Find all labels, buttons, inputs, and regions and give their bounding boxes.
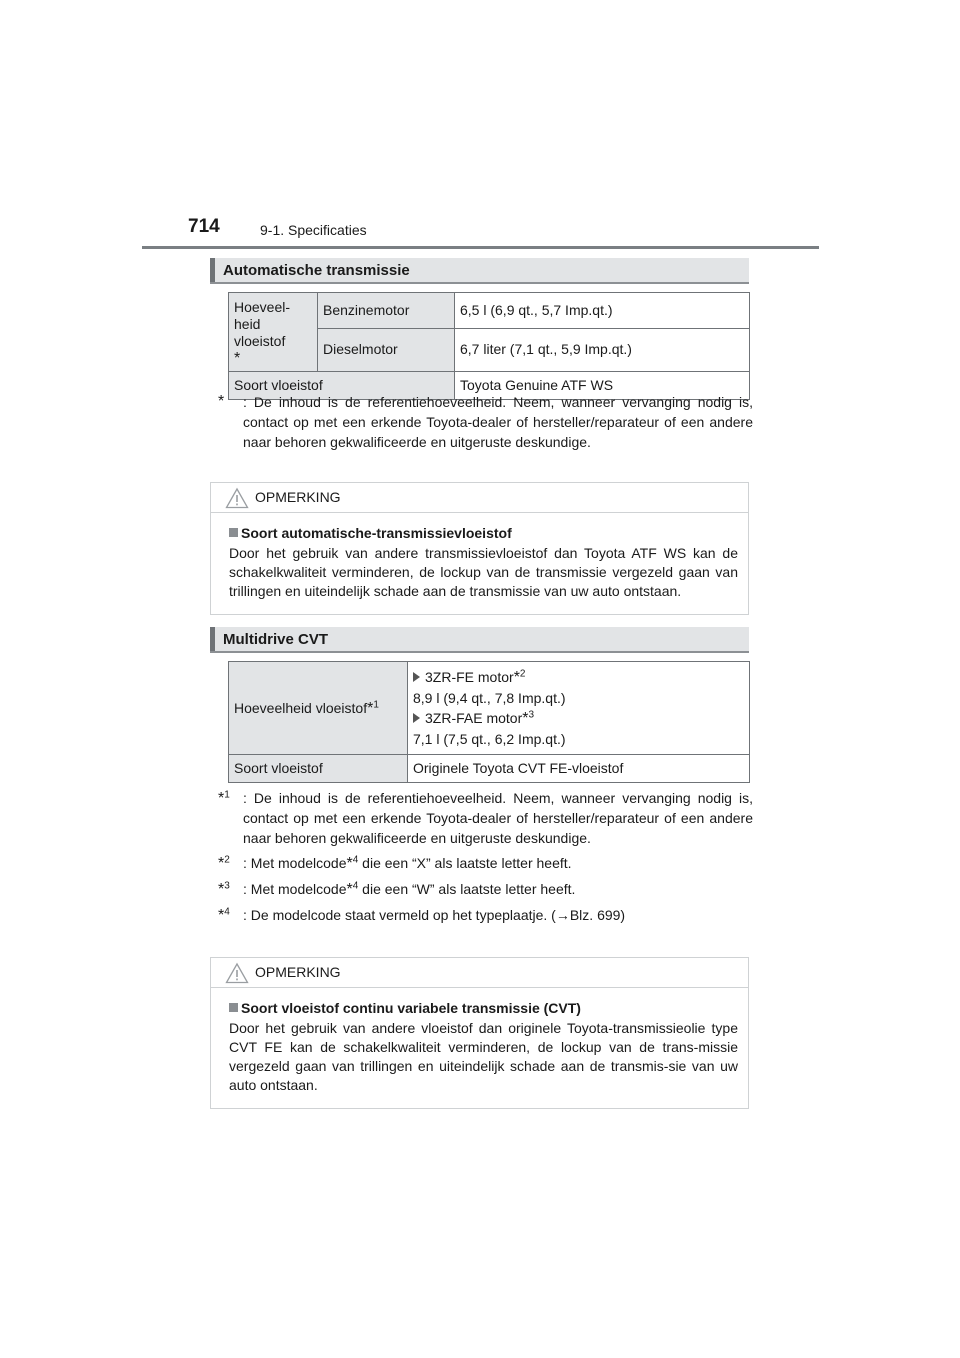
footnote-number: 1 <box>373 698 379 710</box>
notice-header <box>211 958 748 988</box>
footnote-number: 3 <box>224 880 230 892</box>
footnote-number: 4 <box>352 854 359 866</box>
notice-body <box>211 513 748 615</box>
table-row <box>229 293 750 329</box>
notice-label: OPMERKING <box>255 489 341 505</box>
notice-subtitle-text: Soort vloeistof continu variabele transmissie (CVT) <box>241 1000 581 1016</box>
engine-name: 3ZR-FE motor <box>425 669 514 685</box>
footnote-mark: * <box>218 881 225 898</box>
footnote <box>218 905 753 925</box>
footnote-marker <box>218 879 230 900</box>
amount-label-cell <box>229 662 408 755</box>
value-cell: 6,5 l (6,9 qt., 5,7 Imp.qt.) <box>455 293 750 329</box>
amount-label: Hoeveelheid vloeistof <box>234 699 368 716</box>
chapter-title: 9-1. Specificaties <box>260 222 367 238</box>
table-row <box>229 662 750 755</box>
notice-subtitle <box>229 1000 738 1016</box>
footnote <box>218 879 753 900</box>
notice-subtitle <box>229 525 738 541</box>
footnote-mark: * <box>346 881 353 898</box>
footnote-number: 2 <box>224 854 230 866</box>
footnote-number: 4 <box>352 880 359 892</box>
type-label-cell: Soort vloeistof <box>229 755 408 783</box>
engine-values-cell <box>408 662 750 755</box>
engine-value: 8,9 l (9,4 qt., 7,8 Imp.qt.) <box>413 690 566 706</box>
footnote-text <box>243 879 753 900</box>
amount-label-cell <box>229 293 318 372</box>
notice-label: OPMERKING <box>255 964 341 980</box>
footnote-mark: * <box>522 710 529 727</box>
automatic-transmission-table <box>228 292 750 400</box>
triangle-pointer-icon <box>413 672 420 682</box>
footnote-mark: * <box>218 393 225 410</box>
notice-subtitle-text: Soort automatische-transmissievloeistof <box>241 525 512 541</box>
engine-item <box>413 667 744 688</box>
footnote-text-start: : Met modelcode <box>243 855 347 871</box>
notice-text: Door het gebruik van andere transmissievloeistof dan Toyota ATF WS kan de schakelkwaliteit verminderen, de lockup van de transmissie vergezeld gaan van trillingen en uiteindelijk schade aan de transmissie van uw auto ontstaan. <box>229 545 738 599</box>
notice-box-cvt <box>210 957 749 1109</box>
engine-name: 3ZR-FAE motor <box>425 710 523 726</box>
footnote-mark: * <box>218 907 225 924</box>
footnote-text-start: : Met modelcode <box>243 881 347 897</box>
footnote-number: 1 <box>224 789 230 801</box>
triangle-pointer-icon <box>413 713 420 723</box>
section2-footnotes <box>218 788 753 930</box>
footnote-marker <box>218 788 230 809</box>
footnote-number: 3 <box>528 709 535 721</box>
footnote-text-end: die een “W” als laatste letter heeft. <box>358 881 576 897</box>
type-label-cell: Soort vloeistof <box>229 372 455 400</box>
footnote-mark: * <box>218 855 225 872</box>
page-header <box>142 212 819 249</box>
footnote-mark: * <box>367 699 374 717</box>
section-accent-bar <box>210 627 215 651</box>
footnote-number: 2 <box>519 668 526 680</box>
table-row <box>229 755 750 783</box>
section-heading-automatic-transmission <box>210 258 749 284</box>
value-cell: 6,7 liter (7,1 qt., 5,9 Imp.qt.) <box>455 328 750 371</box>
amount-label: Hoeveel-heid vloeistof <box>234 299 291 349</box>
footnote-mark: * <box>234 350 241 367</box>
footnote-text: : De inhoud is de referentiehoeveelheid. Neem, wanneer vervanging nodig is, contact op met een erkende Toyota-dealer of hersteller/reparateur of een andere naar behoren gekwalificeerde en uitgeruste deskundige. <box>243 394 753 450</box>
warning-triangle-icon <box>225 487 249 509</box>
footnote-mark: * <box>218 790 225 807</box>
square-bullet-icon <box>229 1003 238 1012</box>
section-title: Multidrive CVT <box>223 631 329 648</box>
footnote-text-end: die een “X” als laatste letter heeft. <box>358 855 572 871</box>
notice-box-atf <box>210 482 749 615</box>
type-value-cell: Toyota Genuine ATF WS <box>455 372 750 400</box>
section-accent-bar <box>210 258 215 282</box>
section-heading-multidrive-cvt <box>210 627 749 653</box>
footnote-mark: * <box>346 855 353 872</box>
page-number: 714 <box>188 216 220 237</box>
engine-cell: Dieselmotor <box>318 328 455 371</box>
footnote <box>218 392 753 452</box>
footnote-number: 4 <box>224 906 230 918</box>
footnote-text: : De inhoud is de referentiehoeveelheid. Neem, wanneer vervanging nodig is, contact op met een erkende Toyota-dealer of hersteller/reparateur of een andere naar behoren gekwalificeerde en uitgeruste deskundige. <box>243 790 753 846</box>
section1-footnotes <box>218 392 753 457</box>
notice-header <box>211 483 748 513</box>
engine-cell: Benzinemotor <box>318 293 455 329</box>
footnote <box>218 853 753 874</box>
footnote-text: : De modelcode staat vermeld op het typeplaatje. (→Blz. 699) <box>243 907 626 923</box>
footnote-marker <box>218 853 230 874</box>
engine-value: 7,1 l (7,5 qt., 6,2 Imp.qt.) <box>413 731 566 747</box>
footnote <box>218 788 753 848</box>
warning-triangle-icon <box>225 962 249 984</box>
engine-item <box>413 708 744 729</box>
square-bullet-icon <box>229 528 238 537</box>
footnote-text <box>243 853 753 874</box>
section-title: Automatische transmissie <box>223 262 410 279</box>
notice-body <box>211 988 748 1109</box>
cvt-table <box>228 661 750 783</box>
footnote-mark: * <box>513 669 520 686</box>
type-value-cell: Originele Toyota CVT FE-vloeistof <box>408 755 750 783</box>
footnote-marker <box>218 905 230 926</box>
notice-text: Door het gebruik van andere vloeistof dan originele Toyota-transmissieolie type CVT FE kan de schakelkwaliteit verminderen, de lockup van de trans-missie vergezeld gaan van trillingen en uiteindelijk schade aan de transmis-sie van uw auto ontstaan. <box>229 1020 738 1093</box>
